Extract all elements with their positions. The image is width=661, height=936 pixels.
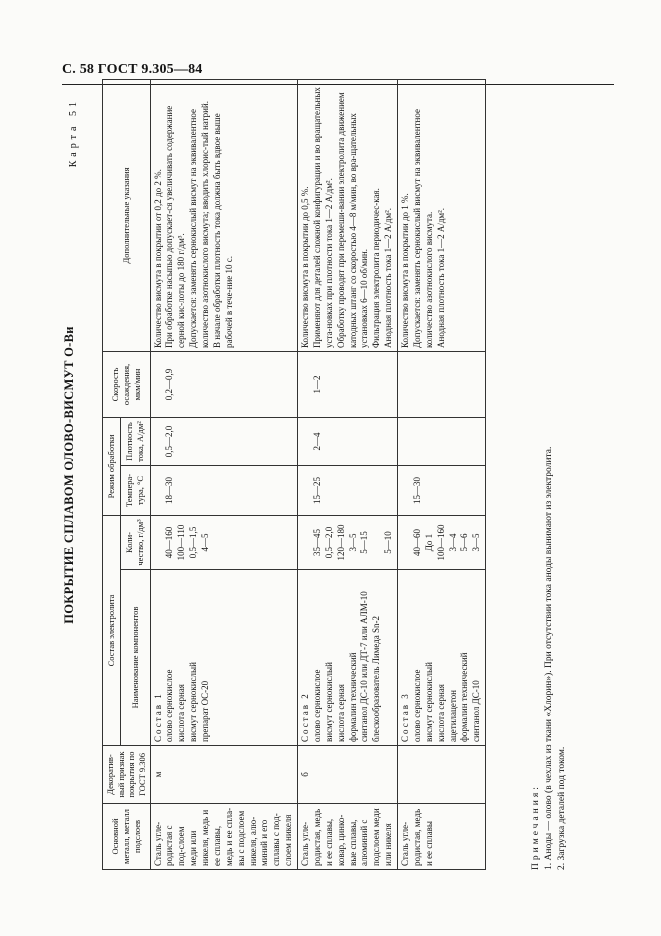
note-item: Количество висмута в покрытии от 0,2 до 2 %. bbox=[152, 169, 163, 348]
cell-base-metal: Сталь угле-родистая, медь и ее сплавы bbox=[398, 804, 486, 870]
cell-decorative bbox=[398, 746, 486, 804]
cell-current-density bbox=[150, 418, 298, 466]
note-item: В начале обработки плотность тока должна быть вдвое выше рабочей в тече-ние 10 с. bbox=[211, 113, 234, 348]
card-label: Карта 51 bbox=[68, 98, 79, 168]
note-item: Применяют для деталей сложной конфигурации и во вращательных уста-новках при плотности тока 1—2 А/дм². bbox=[311, 87, 334, 348]
cell-temperature bbox=[150, 466, 298, 516]
composition-title: Состав 2 bbox=[300, 692, 310, 742]
cell-quantities bbox=[398, 516, 486, 570]
quantity-item: 35—45 bbox=[311, 529, 322, 556]
footnotes-title: Примечания: bbox=[531, 784, 541, 870]
component-item: кислота серная bbox=[335, 684, 346, 742]
document-title: ПОКРЫТИЕ СПЛАВОМ ОЛОВО-ВИСМУТ О-Ви bbox=[62, 326, 76, 624]
note-item: Допускается: заменять сернокислый висмут на эквивалентное количество азотнокислого висмута; вводить хлорис-тый натрий. bbox=[188, 101, 210, 348]
cell-speed bbox=[150, 352, 298, 418]
quantity-item: 100—160 bbox=[435, 524, 446, 561]
quantity-item: 3—4 bbox=[447, 533, 458, 552]
footnotes bbox=[530, 80, 568, 870]
cell-components bbox=[298, 570, 398, 746]
cell-components bbox=[398, 570, 486, 746]
component-item: олово сернокислое bbox=[164, 669, 175, 742]
cell-decorative: б bbox=[298, 746, 398, 804]
quantity-item: 0,5—2,0 bbox=[323, 526, 334, 559]
header-electrolyte: Состав электролита bbox=[103, 516, 121, 746]
cell-quantities bbox=[298, 516, 398, 570]
cell-current-density bbox=[398, 418, 486, 466]
note-item: При обработке насыпью допускает-ся увеличивать содержание серной кис-лоты до 180 г/дм³. bbox=[164, 105, 187, 348]
note-item: Фильтрация электролита периодичес-кая. bbox=[371, 188, 382, 348]
component-item: препарат ОС-20 bbox=[200, 680, 210, 742]
cell-notes bbox=[150, 80, 298, 352]
cell-notes bbox=[298, 80, 398, 352]
header-temperature: Темпера-тура, °С bbox=[120, 466, 150, 516]
cell-speed bbox=[298, 352, 398, 418]
cell-notes bbox=[398, 80, 486, 352]
current-density-value: 0,5—2,0 bbox=[164, 425, 175, 458]
table-row bbox=[398, 80, 486, 870]
quantity-item: 5—15 bbox=[359, 531, 370, 554]
cell-temperature bbox=[298, 466, 398, 516]
cell-quantities bbox=[150, 516, 298, 570]
cell-base-metal: Сталь угле-родистая, медь и ее сплавы, ковар, цинко-вые сплавы, алюминий с подслоем меди или никеля bbox=[298, 804, 398, 870]
table-row bbox=[150, 80, 298, 870]
cell-decorative: м bbox=[150, 746, 298, 804]
component-item: висмут сернокислый bbox=[423, 662, 434, 742]
note-item: Анодная плотность тока 1—2 А/дм². bbox=[383, 207, 394, 348]
header-components: Наименование компонентов bbox=[120, 570, 150, 746]
header-mode: Режим обработки bbox=[103, 418, 121, 516]
component-item: висмут сернокислый bbox=[323, 662, 334, 742]
header-quantity: Коли-чество, г/дм³ bbox=[120, 516, 150, 570]
speed-value: 0,2—0,9 bbox=[164, 368, 175, 401]
quantity-item: 5—10 bbox=[383, 531, 394, 554]
note-item: Анодная плотность тока 1—2 А/дм². bbox=[435, 207, 446, 348]
process-table bbox=[102, 79, 486, 870]
quantity-item: До 1 bbox=[423, 533, 434, 552]
component-item: кислота серная bbox=[435, 684, 446, 742]
component-item: синтанол ДС-10 или ДТ-7 или АЛМ-10 bbox=[359, 591, 370, 742]
footnote-item: 2. Загрузка деталей под током. bbox=[556, 746, 567, 870]
component-item: олово сернокислое bbox=[411, 669, 422, 742]
component-item: формалин технический bbox=[459, 652, 470, 742]
composition-title: Состав 1 bbox=[152, 692, 163, 742]
cell-temperature bbox=[398, 466, 486, 516]
quantity-item: 0,5—1,5 bbox=[188, 526, 199, 559]
quantity-item: 120—180 bbox=[335, 524, 346, 561]
footnote-item: 1. Аноды — олово (в чехлах из ткани «Хлорин»). При отсутствии тока аноды вынимают из электролита. bbox=[543, 446, 554, 870]
header-decorative: Декоратив-ный признак покрытия по ГОСТ 9.306 bbox=[103, 746, 151, 804]
quantity-item: 5—6 bbox=[459, 533, 470, 552]
component-item: висмут сернокислый bbox=[188, 662, 199, 742]
note-item: Допускается: заменять сернокислый висмут на эквивалентное количество азотнокислого висмута. bbox=[411, 109, 434, 348]
component-item: синтанол ДС-10 bbox=[471, 680, 482, 742]
header-base-metal: Основной металл, металл подслоев bbox=[103, 804, 151, 870]
quantity-item: 40—60 bbox=[411, 529, 422, 556]
temperature-value: 15—25 bbox=[311, 477, 322, 504]
component-item: ацетилацетон bbox=[447, 690, 458, 742]
quantity-item: 40—160 bbox=[164, 526, 175, 559]
cell-current-density bbox=[298, 418, 398, 466]
quantity-item: 3—5 bbox=[471, 533, 482, 552]
note-item: Обработку проводят при перемеши-вании электролита движением катодных штанг со скоростью 4—8 м/мин, во вра-щательных установках 6—10 об/мин. bbox=[335, 92, 370, 348]
cell-base-metal: Сталь угле-родистая с под-слоем меди или никеля, медь и ее сплавы, медь и ее спла-вы с подслоем никеля, алю-миний и его сплавы с под-слоем никеля bbox=[150, 804, 298, 870]
component-item: олово сернокислое bbox=[311, 669, 322, 742]
header-current-density: Плотность тока, А/дм² bbox=[120, 418, 150, 466]
composition-title: Состав 3 bbox=[400, 692, 410, 742]
temperature-value: 18—30 bbox=[164, 477, 175, 504]
current-density-value: 2—4 bbox=[311, 432, 322, 451]
header-notes: Дополнительные указания bbox=[103, 80, 151, 352]
cell-components bbox=[150, 570, 298, 746]
cell-speed bbox=[398, 352, 486, 418]
header-speed: Скорость осаждения, мкм/мин bbox=[103, 352, 151, 418]
page-header: С. 58 ГОСТ 9.305—84 bbox=[62, 62, 203, 77]
quantity-item: 100—110 bbox=[176, 524, 187, 561]
quantity-item: 4—5 bbox=[200, 533, 210, 552]
component-item: формалин технический bbox=[347, 652, 358, 742]
note-item: Количество висмута в покрытии до 0,5 %. bbox=[300, 186, 310, 348]
temperature-value: 15—30 bbox=[411, 477, 422, 504]
speed-value: 1—2 bbox=[311, 375, 322, 394]
component-item: кислота серная bbox=[176, 684, 187, 742]
note-item: Количество висмута в покрытии до 1 %. bbox=[400, 193, 410, 348]
table-row bbox=[298, 80, 398, 870]
component-item: блескообразователь Лимеда Sn-2 bbox=[371, 615, 382, 742]
rotated-page-content bbox=[62, 80, 614, 870]
quantity-item: 3—5 bbox=[347, 533, 358, 552]
